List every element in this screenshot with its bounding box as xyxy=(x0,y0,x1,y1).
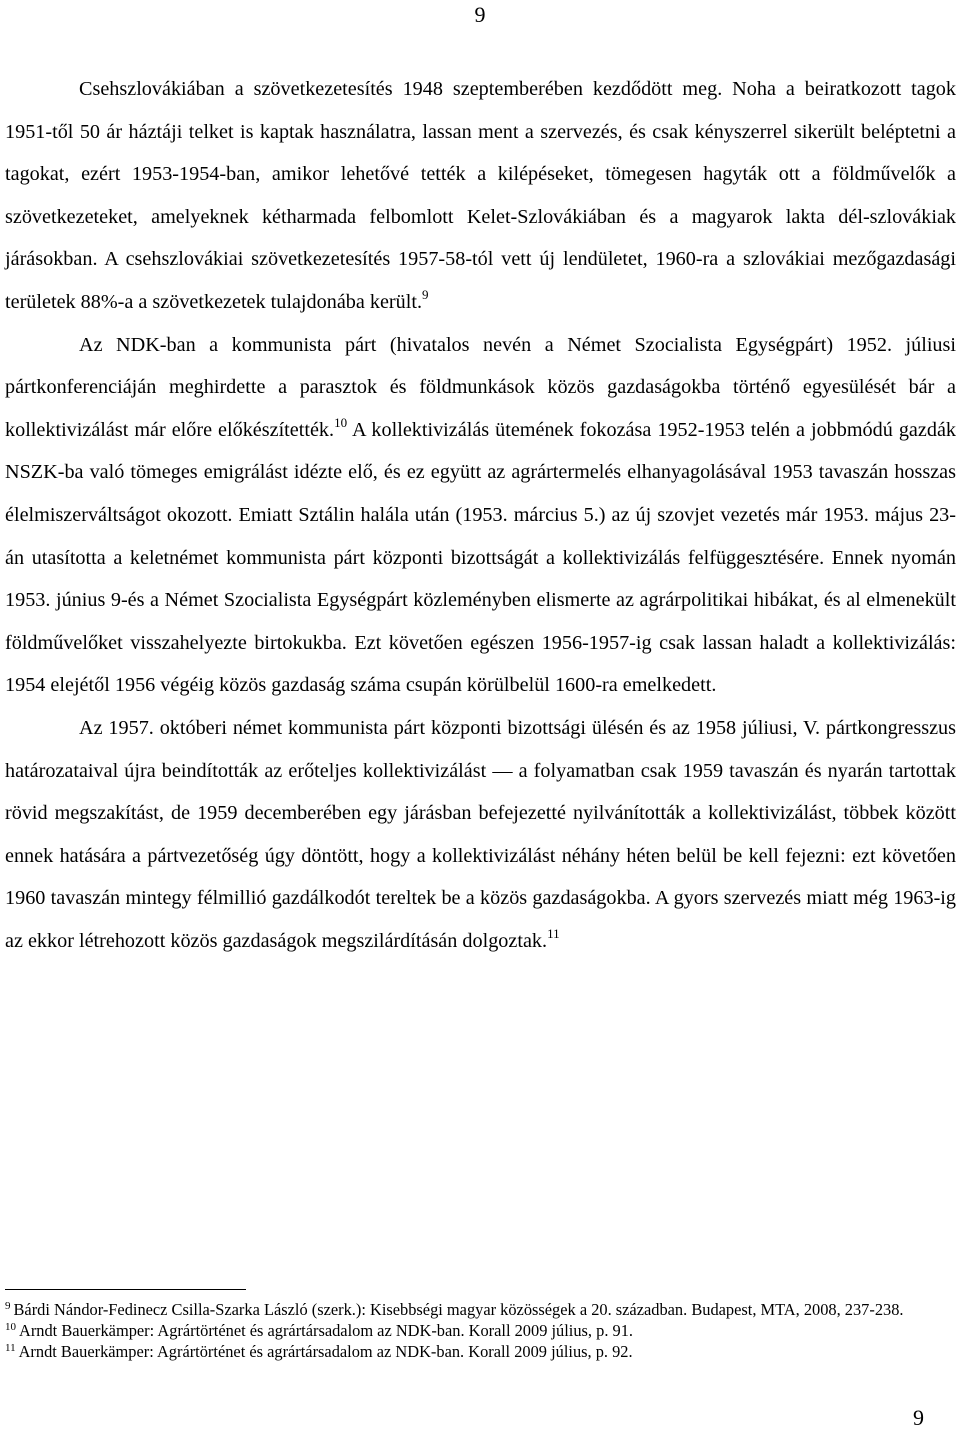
body-text xyxy=(5,68,956,962)
footnote-ref-11[interactable]: 11 xyxy=(547,925,560,941)
footnote-text-9: Bárdi Nándor-Fedinecz Csilla-Szarka László (szerk.): Kisebbségi magyar közösségek a 20. században. Budapest, MTA, 2008, 237-238. xyxy=(13,1300,904,1319)
footnote-11 xyxy=(5,1341,956,1362)
footnote-separator xyxy=(5,1289,246,1290)
footnote-text-11: Arndt Bauerkämper: Agrártörténet és agrártársadalom az NDK-ban. Korall 2009 július, p. 92. xyxy=(18,1342,633,1361)
footnote-10 xyxy=(5,1320,956,1341)
footnote-number-11: 11 xyxy=(5,1342,16,1354)
paragraph-2-text-b: A kollektivizálás ütemének fokozása 1952-1953 telén a jobbmódú gazdák NSZK-ba való tömeges emigrálást idézte elő, és ez együtt az agrártermelés elhanyagolásával 1953 tavaszán hosszas élelmiszerváltságot okozott. Emiatt Sztálin halála után (1953. március 5.) az új szovjet vezetés már 1953. május 23-án utasította a keletnémet kommunista párt központi bizottságát a kollektivizálás felfüggesztésére. Ennek nyomán 1953. június 9-és a Német Szocialista Egységpárt közleményben elismerte az agrárpolitikai hibákat, és al elmenekült földművelőket visszahelyezte birtokukba. Ezt követően egészen 1956-1957-ig csak lassan haladt a kollektivizálás: 1954 elejétől 1956 végéig közös gazdaság száma csupán körülbelül 1600-ra emelkedett. xyxy=(5,418,956,697)
footnotes xyxy=(5,1299,956,1362)
paragraph-3 xyxy=(5,707,956,963)
paragraph-2-text-a: Az NDK-ban a kommunista párt (hivatalos nevén a Német Szocialista Egységpárt) 1952. júliusi pártkonferenciáján meghirdette a parasztok és földmunkások közös gazdaságokba történő egyesülését bár a kollektivizálást már előre előkészítették. xyxy=(5,333,956,441)
footnote-ref-9[interactable]: 9 xyxy=(422,286,429,302)
paragraph-3-text: Az 1957. októberi német kommunista párt központi bizottsági ülésén és az 1958 júliusi, V. pártkongresszus határozataival újra beindították az erőteljes kollektivizálást — a folyamatban csak 1959 tavaszán és nyarán tartottak rövid megszakítást, de 1959 decemberében egy járásban befejezetté nyilvánították a kollektivizálást, többek között ennek hatására a pártvezetőség úgy döntött, hogy a kollektivizálást néhány héten belül be kell fejezni: ezt követően 1960 tavaszán mintegy félmillió gazdálkodót tereltek be a közös gazdaságokba. A gyors szervezés miatt még 1963-ig az ekkor létrehozott közös gazdaságok megszilárdításán dolgoztak. xyxy=(5,716,956,952)
footnote-text-10: Arndt Bauerkämper: Agrártörténet és agrártársadalom az NDK-ban. Korall 2009 július, p. 91. xyxy=(19,1321,633,1340)
footnote-ref-10[interactable]: 10 xyxy=(334,414,348,430)
footnote-number-10: 10 xyxy=(5,1321,16,1333)
paragraph-1 xyxy=(5,68,956,324)
page-number-top: 9 xyxy=(474,2,486,27)
footnote-9 xyxy=(5,1299,956,1320)
footnote-number-9: 9 xyxy=(5,1300,11,1312)
paragraph-1-text: Csehszlovákiában a szövetkezetesítés 1948 szeptemberében kezdődött meg. Noha a beiratkozott tagok 1951-től 50 ár háztáji telket is kaptak használatra, lassan ment a szervezés, és csak kényszerrel sikerült beléptetni a tagokat, ezért 1953-1954-ban, amikor lehetővé tették a kilépéseket, tömegesen hagyták ott a földművelők a szövetkezeteket, amelyeknek kétharmada felbomlott Kelet-Szlovákiában és a magyarok lakta dél-szlovákiak járásokban. A csehszlovákiai szövetkezetesítés 1957-58-tól vett új lendületet, 1960-ra a szlovákiai mezőgazdasági területek 88%-a a szövetkezetek tulajdonába került. xyxy=(5,78,956,313)
paragraph-2 xyxy=(5,324,956,707)
page-number-bottom: 9 xyxy=(913,1405,924,1430)
